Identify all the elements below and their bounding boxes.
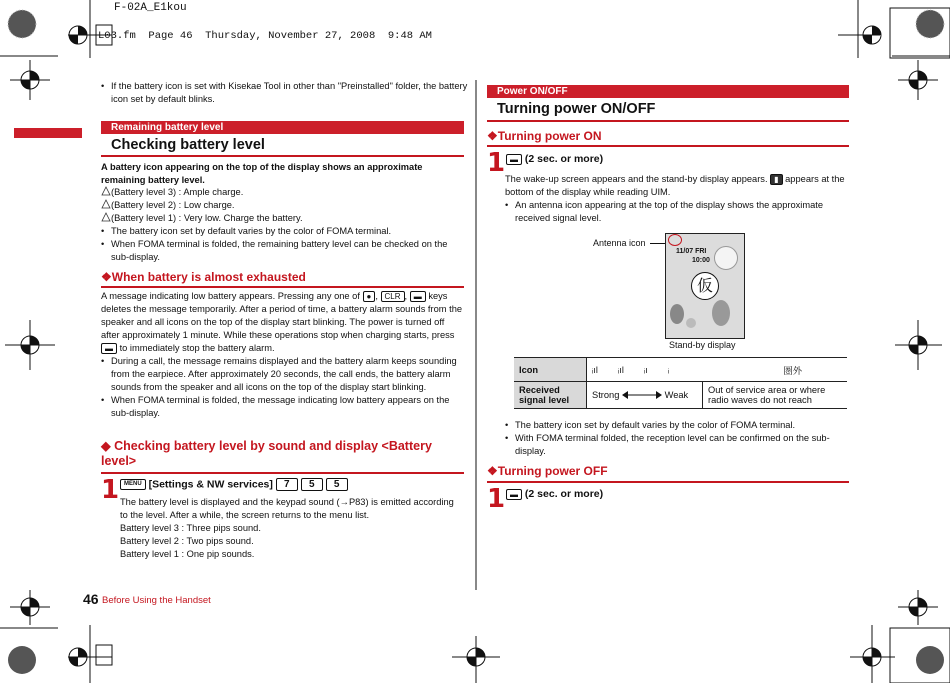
step-text: The battery level is displayed and the keypad sound (→P83) is emitted according to the level. After a while, the screen returns to the menu list. Battery level 3 : Three pips sound. Battery level 2 : Two pips sound. Battery level 1 : One pip sounds. xyxy=(120,497,454,559)
placeholder-char: 仮 xyxy=(691,272,719,300)
received-header: Received signal level xyxy=(514,382,587,409)
intro-bullet: • If the battery icon is set with Kisekae Tool in other than "Preinstalled" folder, the battery icon set by default blinks. xyxy=(101,80,473,106)
heading-rule xyxy=(487,481,849,483)
heading-rule xyxy=(487,145,849,147)
menu-key-icon: MENU xyxy=(120,479,146,490)
signal-icons xyxy=(587,358,848,382)
standby-caption: Stand-by display xyxy=(669,340,736,350)
heading-rule xyxy=(101,286,464,288)
double-arrow-icon xyxy=(622,390,662,400)
strength-range: Strong Weak xyxy=(587,382,703,409)
heading-rule xyxy=(101,472,464,474)
step-instruction-off: ▬ (2 sec. or more) xyxy=(506,488,603,500)
end-key-icon: ▬ xyxy=(101,343,117,354)
exhausted-text: A message indicating low battery appears. Pressing any one of ● , CLR , ▬ keys deletes the message temporarily. After a period of time, a battery alarm sounds from the speaker and all icons on the top of the display start blinking. The power is turned off after approximately 1 minute. While these operations stop when charging starts, press ▬ to immediately stop the battery alarm. • During a call, the message remains displayed and the battery alarm keeps sounding from the earpiece. After approximately 20 seconds, the call ends, the battery alarm sounds from the speaker and all icons on the top of the display start blinking. • When FOMA terminal is folded, the message indicating low battery appears on the sub-display. xyxy=(101,290,464,420)
icon-header: Icon xyxy=(514,358,587,382)
antenna-icon xyxy=(668,234,682,246)
footer-section: Before Using the Handset xyxy=(102,595,211,606)
battery-level-2: (Battery level 2) : Low charge. xyxy=(101,199,463,212)
decoration xyxy=(712,300,730,326)
power-key-icon: ▬ xyxy=(506,489,522,500)
signal-2-icon: ᵢıl xyxy=(617,364,624,375)
page-title-battery: Checking battery level xyxy=(111,137,265,153)
key-5: 5 xyxy=(301,478,323,491)
key-5: 5 xyxy=(326,478,348,491)
battery-level-1: (Battery level 1) : Very low. Charge the battery. xyxy=(101,212,463,225)
section-tab xyxy=(14,128,82,138)
table-row xyxy=(514,382,847,409)
list-item: • During a call, the message remains displayed and the battery alarm keeps sounding from the earpiece. After approximately 20 seconds, the call ends, the battery alarm sounds from the speaker and all icons on the top of the display start blinking. xyxy=(101,355,464,394)
lead-text: A battery icon appearing on the top of the display shows an approximate remaining battery level. xyxy=(101,162,423,185)
section-bar-battery: Remaining battery level xyxy=(101,121,464,134)
step-number: 1 xyxy=(487,484,506,514)
step-instruction-on: ▬ (2 sec. or more) xyxy=(506,153,603,165)
step-instruction: MENU [Settings & NW services] 7 5 5 xyxy=(120,478,348,491)
battery-levels xyxy=(101,186,463,264)
list-item: • The battery icon set by default varies by the color of FOMA terminal. xyxy=(101,225,463,238)
diamond-icon: ❖ xyxy=(101,270,112,284)
center-key-icon: ● xyxy=(363,291,376,302)
heading-power-off: ❖Turning power OFF xyxy=(487,464,608,478)
page-title-power: Turning power ON/OFF xyxy=(497,101,656,117)
page-number: 46 xyxy=(83,591,99,607)
clr-key: CLR xyxy=(381,291,405,302)
end-key-icon: ▬ xyxy=(410,291,426,302)
antenna-callout: Antenna icon xyxy=(593,238,646,248)
battery-icon xyxy=(101,186,111,196)
out-of-service-text: Out of service area or where radio waves do not reach xyxy=(703,382,848,409)
step-number: 1 xyxy=(487,148,506,178)
heading-power-on: ❖Turning power ON xyxy=(487,129,602,143)
list-item: • When FOMA terminal is folded, the message indicating low battery appears on the sub-display. xyxy=(101,394,464,420)
signal-3-icon: ᵢıl xyxy=(592,364,598,375)
decoration xyxy=(670,304,684,324)
title-rule xyxy=(101,155,464,157)
power-bullets xyxy=(505,419,850,458)
title-rule xyxy=(487,120,849,122)
heading-exhausted: ❖When battery is almost exhausted xyxy=(101,270,306,284)
signal-0-icon: ᵢ xyxy=(667,364,670,375)
file-name: F-02A_E1kou xyxy=(114,2,187,14)
diamond-icon: ❖ xyxy=(487,464,498,478)
key-7: 7 xyxy=(276,478,298,491)
step-number: 1 xyxy=(101,475,120,505)
diamond-icon: ◆ xyxy=(101,439,115,453)
diamond-icon: ❖ xyxy=(487,129,498,143)
power-key-icon: ▬ xyxy=(506,154,522,165)
battery-icon xyxy=(101,199,111,209)
section-bar-power: Power ON/OFF xyxy=(487,85,849,98)
list-item: • An antenna icon appearing at the top of the display shows the approximate received signal level. xyxy=(505,199,850,225)
list-item: • The battery icon set by default varies by the color of FOMA terminal. xyxy=(505,419,850,432)
power-on-text: The wake-up screen appears and the stand-by display appears. ▮ appears at the bottom of the display while reading UIM. • An antenna icon appearing at the top of the display shows the approximate received signal level. xyxy=(505,173,850,225)
decoration xyxy=(686,318,696,328)
out-of-service-icon: 圏外 xyxy=(783,365,802,377)
file-info: L03.fm Page 46 Thursday, November 27, 2008 9:48 AM xyxy=(98,30,432,42)
table-row xyxy=(514,358,847,382)
standby-display xyxy=(665,233,745,339)
clock-icon xyxy=(714,246,738,270)
battery-icon xyxy=(101,212,111,222)
uim-icon: ▮ xyxy=(770,174,782,185)
heading-sound: ◆ Checking battery level by sound and display <Battery level> xyxy=(101,439,432,468)
list-item: • With FOMA terminal folded, the reception level can be confirmed on the sub-display. xyxy=(505,432,850,458)
signal-table xyxy=(514,357,847,409)
phone-time: 10:00 xyxy=(692,257,710,264)
signal-1-icon: ᵢı xyxy=(643,364,648,375)
list-item: • When FOMA terminal is folded, the remaining battery level can be checked on the sub-display. xyxy=(101,238,463,264)
phone-date: 11/07 FRI xyxy=(676,248,707,255)
battery-level-3: (Battery level 3) : Ample charge. xyxy=(101,186,463,199)
